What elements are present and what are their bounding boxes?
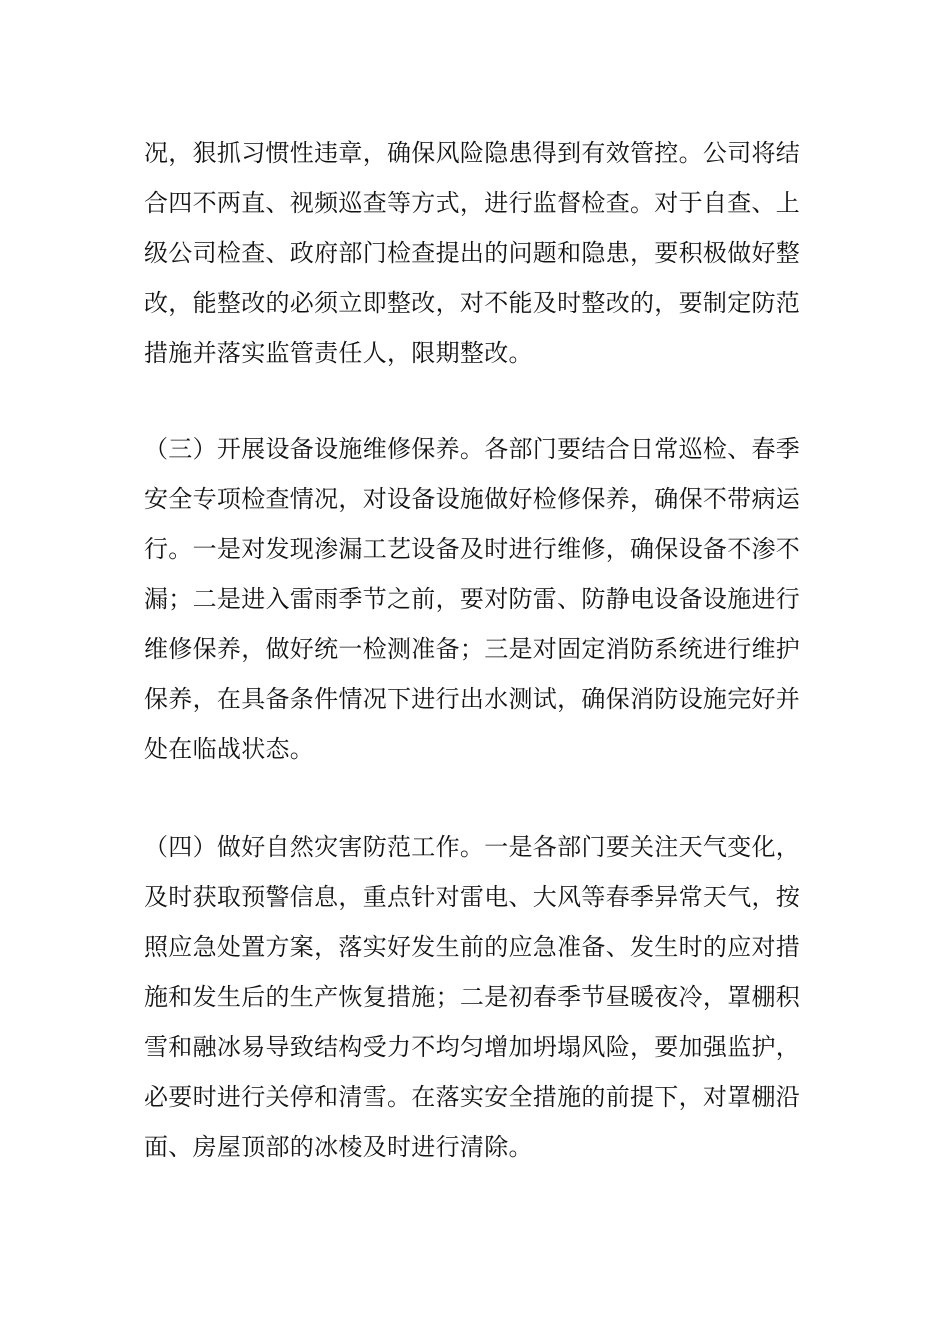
text-line: 照应急处置方案，落实好发生前的应急准备、发生时的应对措 [144, 933, 801, 961]
text-line: 施和发生后的生产恢复措施；二是初春季节昼暖夜冷，罩棚积 [144, 983, 801, 1011]
text-line: （三）开展设备设施维修保养。各部门要结合日常巡检、春季 [144, 435, 801, 463]
text-line: （四）做好自然灾害防范工作。一是各部门要关注天气变化， [144, 833, 801, 861]
text-line: 行。一是对发现渗漏工艺设备及时进行维修，确保设备不渗不 [144, 535, 801, 563]
text-line: 面、房屋顶部的冰棱及时进行清除。 [144, 1133, 533, 1161]
text-line: 保养，在具备条件情况下进行出水测试，确保消防设施完好并 [144, 685, 801, 713]
text-line: 处在临战状态。 [144, 735, 315, 763]
paragraph-natural-disaster-prevention [144, 822, 809, 1172]
text-line: 及时获取预警信息，重点针对雷电、大风等春季异常天气，按 [144, 883, 801, 911]
text-line: 措施并落实监管责任人，限期整改。 [144, 339, 533, 367]
text-line: 必要时进行关停和清雪。在落实安全措施的前提下，对罩棚沿 [144, 1083, 801, 1111]
text-line: 况，狠抓习惯性违章，确保风险隐患得到有效管控。公司将结 [144, 139, 801, 167]
text-line: 雪和融冰易导致结构受力不均匀增加坍塌风险，要加强监护， [144, 1033, 801, 1061]
paragraph-equipment-maintenance [144, 424, 809, 774]
text-line: 级公司检查、政府部门检查提出的问题和隐患，要积极做好整 [144, 239, 801, 267]
text-line: 改，能整改的必须立即整改，对不能及时整改的，要制定防范 [144, 289, 801, 317]
text-line: 漏；二是进入雷雨季节之前，要对防雷、防静电设备设施进行 [144, 585, 801, 613]
text-line: 维修保养，做好统一检测准备；三是对固定消防系统进行维护 [144, 635, 801, 663]
paragraph-risk-control [144, 128, 809, 378]
text-line: 安全专项检查情况，对设备设施做好检修保养，确保不带病运 [144, 485, 801, 513]
text-line: 合四不两直、视频巡查等方式，进行监督检查。对于自查、上 [144, 189, 801, 217]
